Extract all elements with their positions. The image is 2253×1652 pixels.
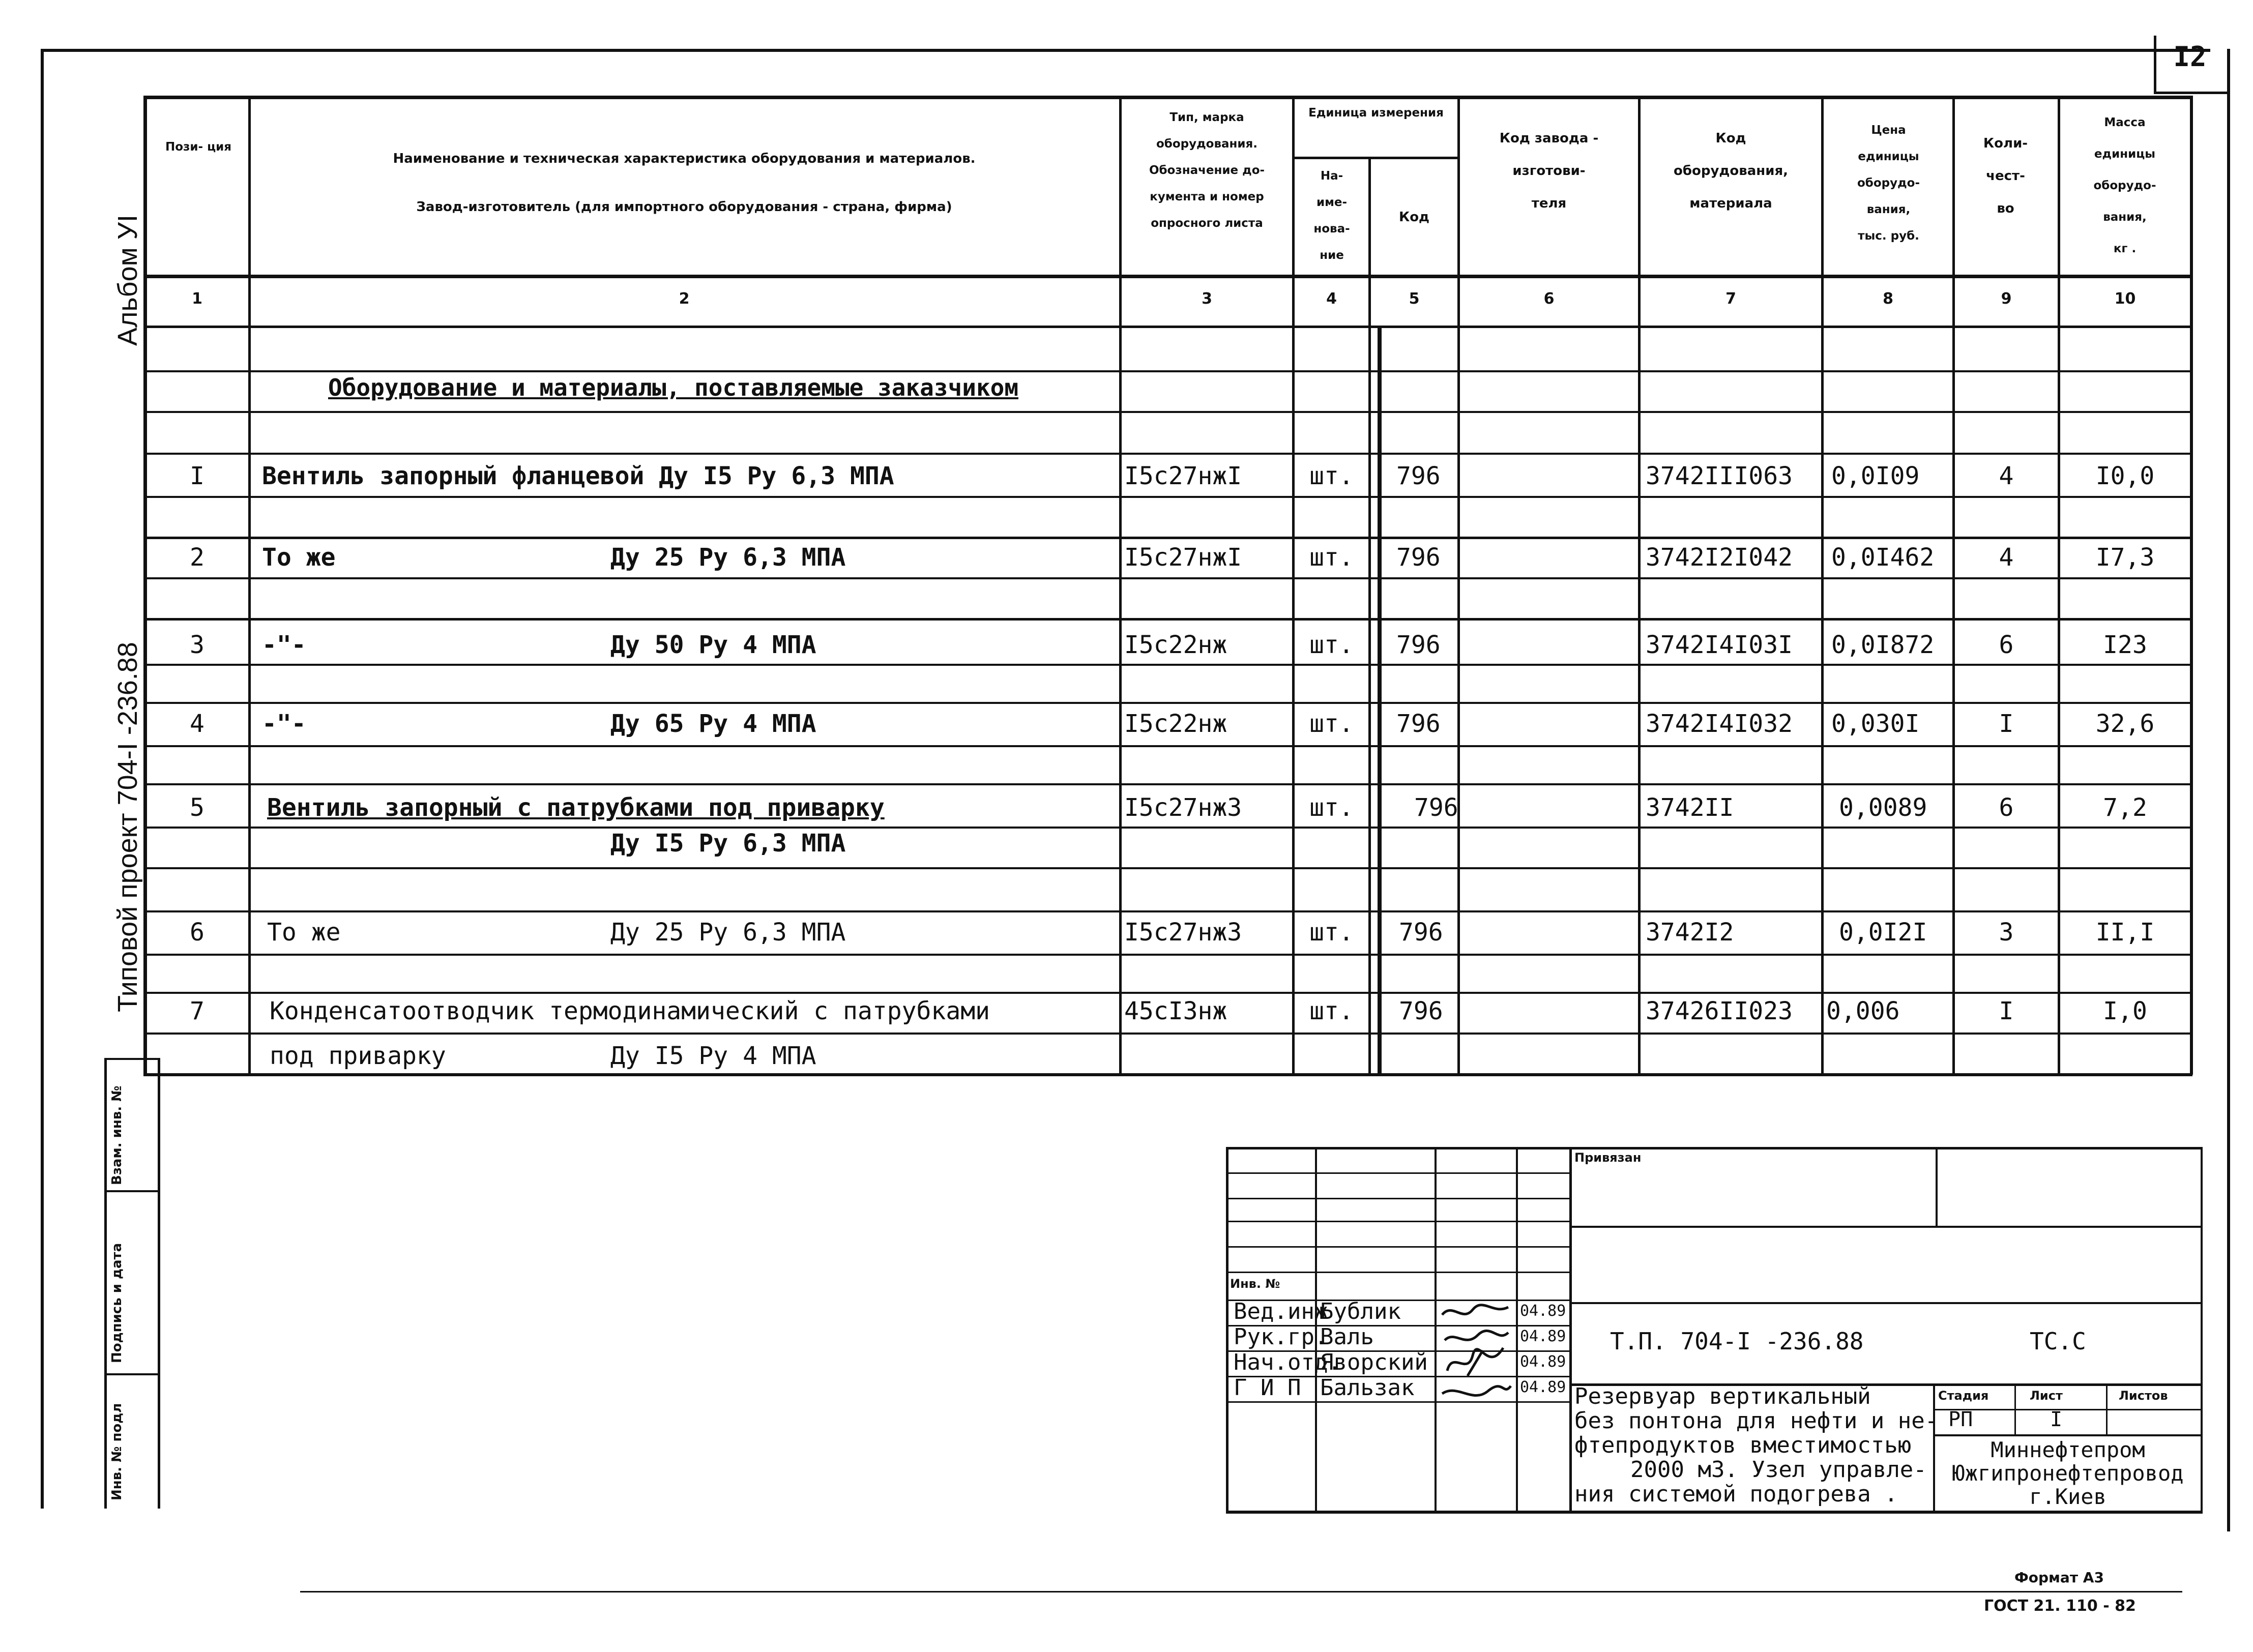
row-qty: 4: [1999, 462, 2014, 490]
header-mass-l3: оборудо-: [2093, 179, 2156, 192]
header-price-l4: вания,: [1866, 203, 1911, 216]
sheet-value: I: [2050, 1408, 2063, 1431]
header-type-l1: Тип, марка: [1169, 111, 1244, 124]
header-price-l3: оборудо-: [1857, 176, 1920, 190]
stamp-role: Рук.гр.: [1234, 1324, 1328, 1350]
header-unit-name-l4: ние: [1320, 249, 1344, 262]
row-name-tail: Ду 65 Ру 4 МПА: [610, 710, 816, 738]
header-qty-l2: чест-: [1986, 168, 2025, 184]
gost-label: ГОСТ 21. 110 - 82: [1984, 1597, 2136, 1615]
sheet-label: Лист: [2030, 1389, 2063, 1403]
stamp-privyazan: Привязан: [1574, 1150, 1642, 1165]
row-type: I5с22нж: [1124, 631, 1227, 659]
header-mass-l4: вания,: [2103, 211, 2147, 224]
sheets-label: Листов: [2119, 1389, 2168, 1403]
row-code: 37426II023: [1646, 997, 1793, 1025]
side-field-inv: Инв. № подл: [109, 1403, 125, 1500]
row-name: Вентиль запорный фланцевой Ду I5 Ру 6,3 МПА: [262, 462, 894, 490]
row-unit: шт.: [1309, 997, 1354, 1025]
organization-line: Миннефтепром: [1991, 1437, 2145, 1462]
row-price: 0,0I462: [1831, 543, 1935, 572]
column-number: 9: [2001, 290, 2012, 308]
header-price-l5: тыс. руб.: [1858, 229, 1919, 243]
header-unit-code: Код: [1398, 210, 1430, 225]
drawing-title-line: без понтона для нефти и не-: [1574, 1408, 1939, 1434]
row-name: То же: [262, 543, 336, 572]
header-mfr-l1: Код завода -: [1499, 131, 1599, 146]
row-unit: шт.: [1309, 793, 1354, 822]
stamp-role: Нач.отд.: [1234, 1349, 1341, 1375]
organization-line: г.Киев: [2029, 1484, 2106, 1509]
row-qty: I: [1999, 710, 2014, 738]
row-position: 4: [190, 710, 204, 738]
row-mass: I7,3: [2095, 543, 2155, 572]
column-number: 8: [1883, 290, 1893, 308]
drawing-title-line: фтепродуктов вместимостью: [1574, 1432, 1912, 1458]
organization: [1936, 1438, 2200, 1509]
row-name: То же: [267, 918, 341, 947]
frame-right-border: [2227, 49, 2230, 1531]
row-price: 0,0089: [1839, 793, 1927, 822]
row-code: 3742I2I042: [1646, 543, 1793, 572]
header-qty-l1: Коли-: [1983, 136, 2028, 151]
header-unit-name-l2: име-: [1316, 196, 1348, 209]
header-type-l2: оборудования.: [1156, 137, 1258, 151]
row-type: I5с27нж3: [1124, 793, 1242, 822]
column-number: 4: [1326, 290, 1337, 308]
row-unit: шт.: [1309, 543, 1354, 572]
frame-left-border: [41, 49, 44, 1509]
row-unit-code: 796: [1396, 631, 1441, 659]
document-code: Т.П. 704-I -236.88: [1610, 1328, 1864, 1355]
row-name-tail: Ду I5 Ру 4 МПА: [610, 1042, 816, 1070]
header-mass-l2: единицы: [2094, 148, 2156, 161]
row-type: I5с27нжI: [1124, 543, 1242, 572]
row-mass: I0,0: [2095, 462, 2155, 490]
album-label: Альбом УI: [112, 214, 143, 346]
header-unit-name-l1: На-: [1320, 169, 1343, 183]
row-type: I5с22нж: [1124, 710, 1227, 738]
sheet-number: I2: [2173, 41, 2207, 73]
header-position: Пози- ция: [165, 140, 231, 154]
section-title: Оборудование и материалы, поставляемые заказчиком: [328, 374, 1019, 401]
header-mfr-l2: изготови-: [1512, 163, 1586, 179]
row-code: 3742I4I032: [1646, 710, 1793, 738]
signatures-icon: [1437, 1300, 1516, 1409]
row-name-tail: Ду 25 Ру 6,3 МПА: [610, 543, 846, 572]
row-unit-code: 796: [1399, 918, 1443, 947]
stamp-name: Яворский: [1320, 1349, 1428, 1375]
row-mass: I,0: [2103, 997, 2147, 1025]
stamp-date: 04.89: [1520, 1378, 1566, 1396]
column-number: 6: [1543, 290, 1555, 308]
stamp-name: Бублик: [1320, 1299, 1401, 1324]
row-mass: II,I: [2095, 918, 2155, 947]
header-name-line1: Наименование и техническая характеристика оборудования и материалов.: [393, 151, 976, 166]
row-qty: 3: [1999, 918, 2014, 947]
row-name: Конденсатоотводчик термодинамический с патрубками: [270, 997, 990, 1025]
row-position: 3: [190, 631, 204, 659]
stamp-date: 04.89: [1520, 1328, 1566, 1345]
row-mass: 32,6: [2095, 710, 2155, 738]
row-position: 7: [190, 997, 204, 1025]
row-unit-code: 796: [1399, 997, 1443, 1025]
row-type: I5с27нж3: [1124, 918, 1242, 947]
drawing-title-line: ния системой подогрева .: [1574, 1481, 1898, 1507]
row-code: 3742I2: [1646, 918, 1734, 947]
stamp-name: Валь: [1320, 1324, 1374, 1350]
header-type-l4: кумента и номер: [1150, 190, 1264, 203]
side-field-podpis: Подпись и дата: [109, 1243, 125, 1363]
drawing-title: [1574, 1384, 1938, 1507]
row-type: I5с27нжI: [1124, 462, 1242, 490]
stamp-role: Г И П: [1234, 1375, 1301, 1401]
header-code-l3: материала: [1689, 196, 1772, 211]
row-code: 3742I4I03I: [1646, 631, 1793, 659]
header-type-l5: опросного листа: [1151, 217, 1263, 230]
row-qty: 4: [1999, 543, 2014, 572]
column-number: 1: [192, 290, 202, 308]
drawing-title-line: Резервуар вертикальный: [1574, 1383, 1871, 1409]
row-mass: 7,2: [2103, 793, 2147, 822]
row-mass: I23: [2103, 631, 2147, 659]
stamp-date: 04.89: [1520, 1353, 1566, 1371]
stamp-role: Вед.инж: [1234, 1299, 1328, 1324]
header-mass-l1: Масса: [2104, 116, 2146, 129]
row-name: -"-: [262, 631, 306, 659]
row-qty: I: [1999, 997, 2014, 1025]
column-number: 3: [1202, 290, 1212, 308]
header-qty-l3: во: [1997, 201, 2014, 216]
row-unit: шт.: [1309, 918, 1354, 947]
header-mass-l5: кг .: [2113, 242, 2137, 255]
header-unit-name-l3: нова-: [1313, 222, 1350, 235]
organization-line: Южгипронефтепровод: [1952, 1461, 2184, 1486]
stamp-inv-no: Инв. №: [1230, 1277, 1280, 1291]
row-unit-code: 796: [1396, 462, 1441, 490]
header-code-l2: оборудования,: [1673, 163, 1789, 179]
row-price: 0,030I: [1831, 710, 1920, 738]
row-unit-code: 796: [1396, 710, 1441, 738]
project-label: Типовой проект 704-I -236.88: [112, 642, 143, 1012]
row-position: I: [190, 462, 204, 490]
document-suffix: ТС.С: [2030, 1328, 2086, 1355]
format-label: Формат А3: [2014, 1569, 2104, 1586]
header-type-l3: Обозначение до-: [1149, 164, 1265, 177]
row-code: 3742III063: [1646, 462, 1793, 490]
frame-top-border: [41, 49, 2210, 52]
header-price-l2: единицы: [1858, 150, 1919, 163]
row-position: 5: [190, 793, 204, 822]
header-mfr-l3: теля: [1531, 196, 1567, 211]
header-price-l1: Цена: [1871, 124, 1906, 137]
row-price: 0,0I09: [1831, 462, 1920, 490]
row-code: 3742II: [1646, 793, 1734, 822]
row-unit: шт.: [1309, 631, 1354, 659]
column-number: 5: [1409, 290, 1420, 308]
row-qty: 6: [1999, 793, 2014, 822]
row-name-tail: Ду 25 Ру 6,3 МПА: [610, 918, 846, 947]
row-unit-code: 796: [1414, 793, 1458, 822]
row-name-line2: под приварку: [270, 1042, 446, 1070]
stage-value: РП: [1948, 1408, 1973, 1431]
header-name-line2: Завод-изготовитель (для импортного оборудования - страна, фирма): [416, 199, 952, 215]
row-price: 0,0I2I: [1839, 918, 1927, 947]
row-name-tail: Ду 50 Ру 4 МПА: [610, 631, 816, 659]
drawing-title-line: 2000 м3. Узел управле-: [1630, 1457, 1927, 1483]
row-qty: 6: [1999, 631, 2014, 659]
row-name: Вентиль запорный с патрубками под приварку: [267, 793, 885, 822]
stamp-date: 04.89: [1520, 1302, 1566, 1320]
row-name: -"-: [262, 710, 306, 738]
column-number: 7: [1725, 290, 1736, 308]
row-type: 45сI3нж: [1124, 997, 1227, 1025]
column-number: 10: [2114, 290, 2136, 308]
header-code-l1: Код: [1715, 131, 1746, 146]
row-unit: шт.: [1309, 710, 1354, 738]
row-price: 0,0I872: [1831, 631, 1935, 659]
header-unit-group: Единица измерения: [1308, 106, 1444, 120]
row-name-tail: Ду I5 Ру 6,3 МПА: [610, 829, 846, 858]
stamp-name: Бальзак: [1320, 1375, 1415, 1401]
row-position: 2: [190, 543, 204, 572]
row-position: 6: [190, 918, 204, 947]
row-unit: шт.: [1309, 462, 1354, 490]
row-price: 0,006: [1826, 997, 1900, 1025]
row-unit-code: 796: [1396, 543, 1441, 572]
stage-label: Стадия: [1938, 1389, 1989, 1403]
side-field-vzam: Взам. инв. №: [109, 1085, 125, 1185]
column-number: 2: [679, 290, 690, 308]
